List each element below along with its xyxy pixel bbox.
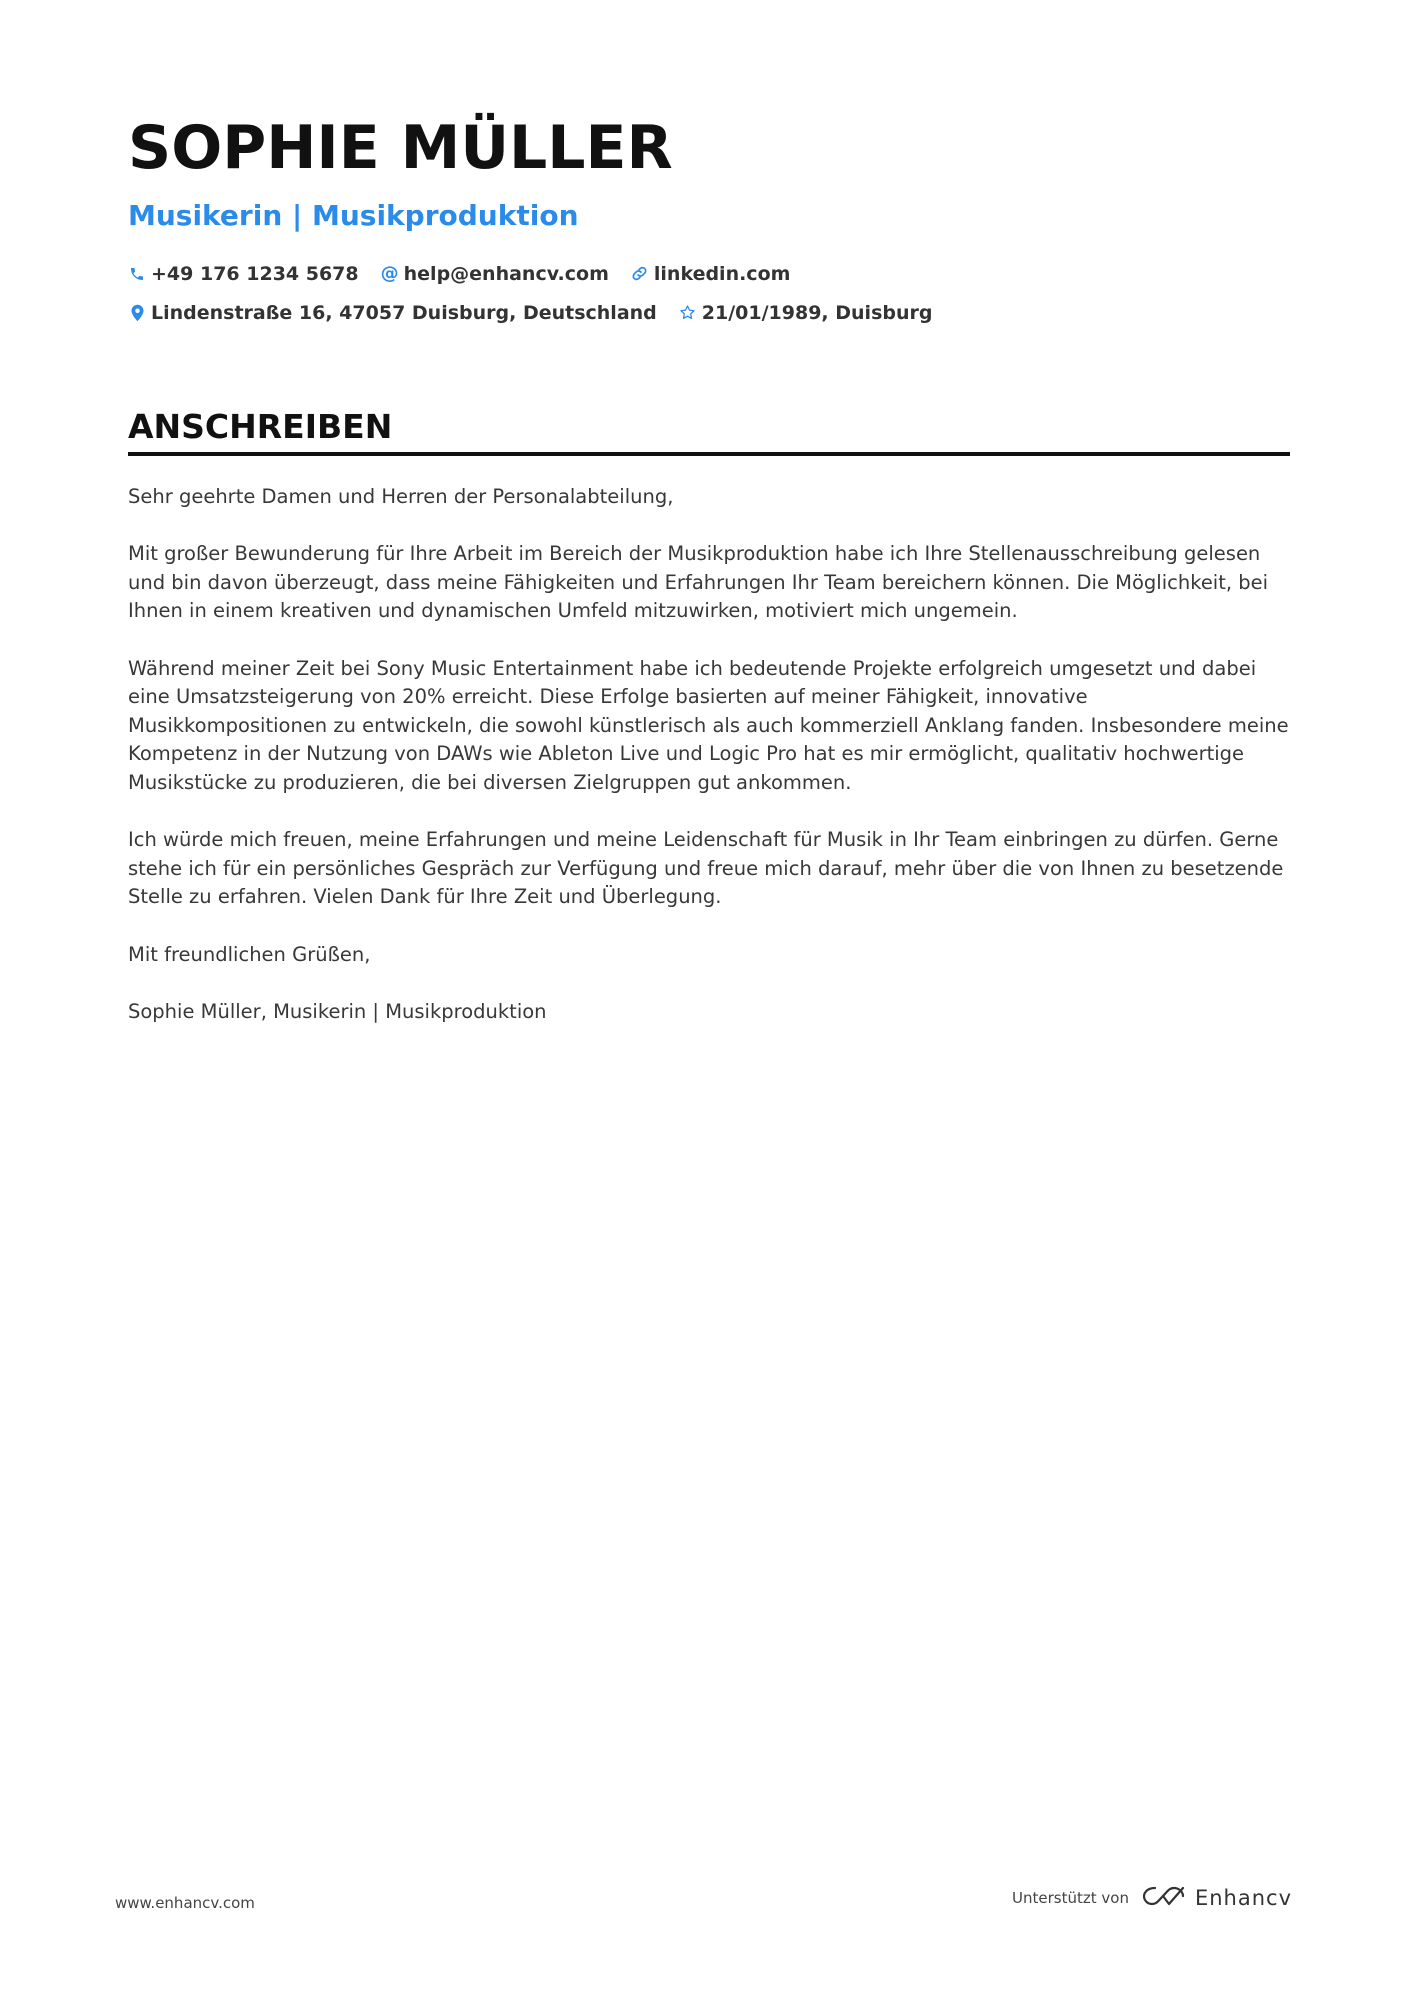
footer-branding bbox=[1012, 1884, 1292, 1912]
contact-phone-text: +49 176 1234 5678 bbox=[151, 262, 359, 285]
letter-paragraph: Mit großer Bewunderung für Ihre Arbeit im Bereich der Musikproduktion habe ich Ihre Stellenausschreibung gelesen und bin davon überzeugt, dass meine Fähigkeiten und Erfahrungen Ihr Team bereichern können. Die Möglichkeit, bei Ihnen in einem kreativen und dynamischen Umfeld mitzuwirken, motiviert mich ungemein. bbox=[128, 542, 1269, 623]
contact-phone bbox=[128, 254, 359, 293]
at-icon: @ bbox=[380, 262, 399, 284]
footer-website[interactable]: www.enhancv.com bbox=[115, 1894, 255, 1912]
header bbox=[128, 108, 1288, 332]
contact-linkedin-text[interactable]: linkedin.com bbox=[653, 262, 791, 285]
contact-address-text: Lindenstraße 16, 47057 Duisburg, Deutschland bbox=[151, 301, 657, 324]
section-title: ANSCHREIBEN bbox=[128, 407, 393, 446]
brand[interactable] bbox=[1141, 1884, 1292, 1912]
contact-birth-text: 21/01/1989, Duisburg bbox=[701, 301, 933, 324]
applicant-name: SOPHIE MÜLLER bbox=[128, 113, 673, 183]
letter-body bbox=[128, 483, 1290, 1026]
section-divider bbox=[128, 452, 1290, 456]
contact-birth bbox=[679, 293, 933, 332]
link-icon bbox=[631, 265, 649, 283]
letter-salutation: Sehr geehrte Damen und Herren der Personalabteilung, bbox=[128, 485, 674, 508]
location-pin-icon bbox=[128, 304, 146, 322]
phone-icon bbox=[128, 265, 146, 283]
contact-email-text[interactable]: help@enhancv.com bbox=[403, 262, 609, 285]
powered-by-label: Unterstützt von bbox=[1012, 1889, 1129, 1907]
applicant-role: Musikerin | Musikproduktion bbox=[128, 199, 579, 232]
cover-letter-section bbox=[128, 405, 1290, 1055]
contact-linkedin[interactable] bbox=[631, 254, 791, 293]
contact-email[interactable] bbox=[381, 254, 609, 293]
letter-paragraph: Während meiner Zeit bei Sony Music Entertainment habe ich bedeutende Projekte erfolgreich umgesetzt und dabei eine Umsatzsteigerung von 20% erreicht. Diese Erfolge basierten auf meiner Fähigkeit, innovative Musikkompositionen zu entwickeln, die sowohl künstlerisch als auch kommerziell Anklang fanden. Insbesondere meine Kompetenz in der Nutzung von DAWs wie Ableton Live und Logic Pro hat es mir ermöglicht, qualitativ hochwertige Musikstücke zu produzieren, die bei diversen Zielgruppen gut ankommen. bbox=[128, 656, 1289, 794]
star-icon bbox=[679, 304, 697, 322]
letter-signature: Sophie Müller, Musikerin | Musikproduktion bbox=[128, 999, 547, 1023]
letter-paragraph: Ich würde mich freuen, meine Erfahrungen und meine Leidenschaft für Musik in Ihr Team einbringen zu dürfen. Gerne stehe ich für ein persönliches Gespräch zur Verfügung und freue mich darauf, mehr über die von Ihnen zu besetzende Stelle zu erfahren. Vielen Dank für Ihre Zeit und Überlegung. bbox=[128, 828, 1284, 909]
contact-address bbox=[128, 293, 657, 332]
brand-name: Enhancv bbox=[1194, 1886, 1292, 1910]
contact-list bbox=[128, 254, 1288, 332]
letter-closing: Mit freundlichen Grüßen, bbox=[128, 942, 371, 966]
enhancv-logo-icon bbox=[1141, 1884, 1187, 1912]
